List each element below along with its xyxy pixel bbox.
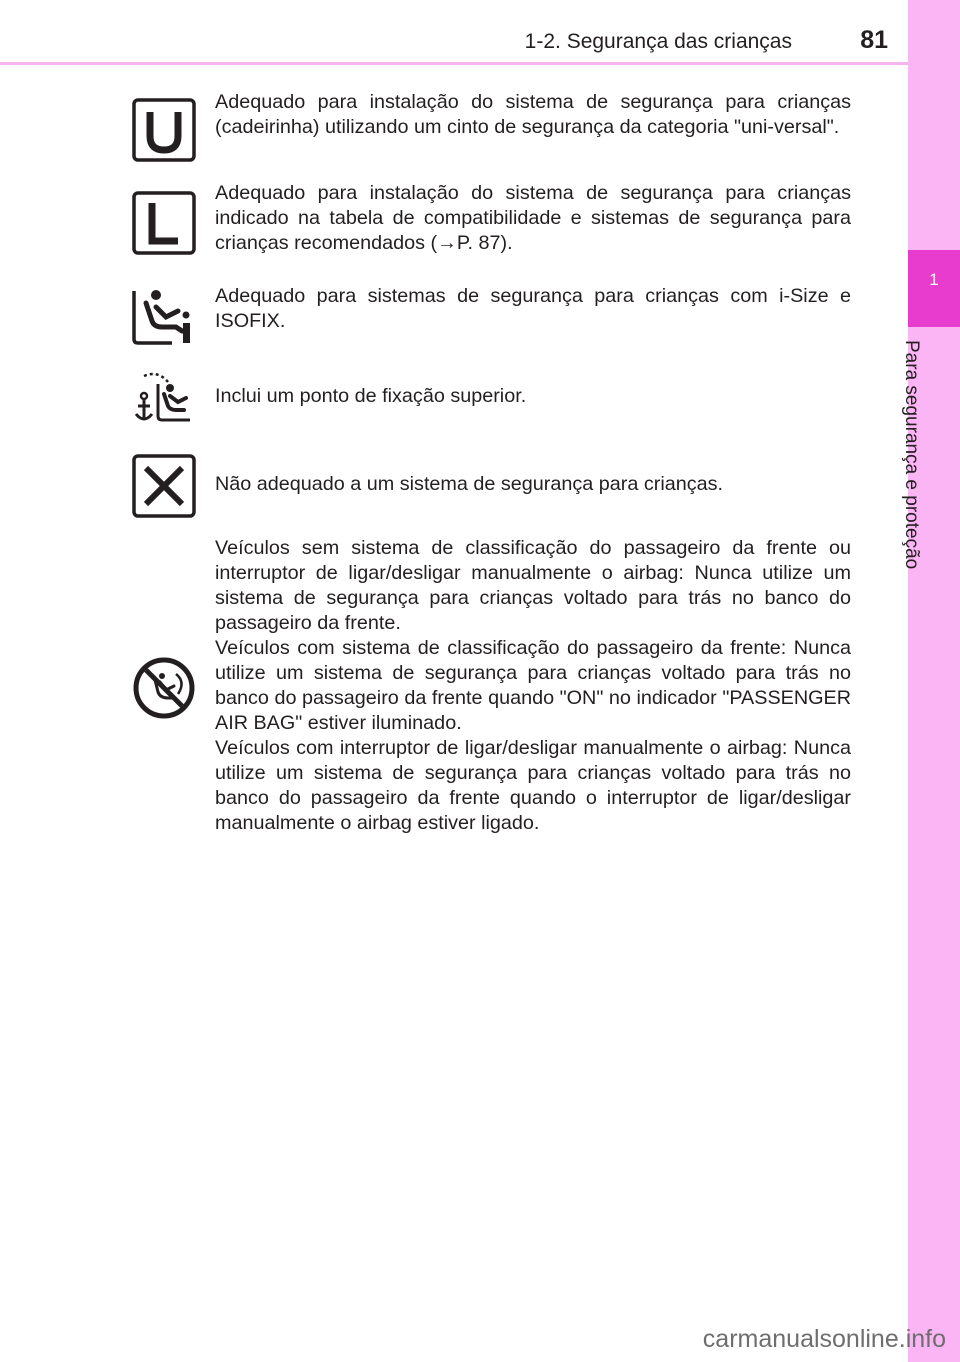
header-section-title: 1-2. Segurança das crianças xyxy=(524,30,792,53)
no-rear-facing-airbag-icon xyxy=(132,656,196,720)
limited-l-icon xyxy=(132,191,196,255)
side-tab-number: 1 xyxy=(929,270,939,289)
airbag-paragraph-3: Veículos com interruptor de ligar/desligar manualmente o airbag: Nunca utilize um sistema de segurança para crianças voltado para trás no banco do passageiro da frente quando o interruptor de ligar/desligar manualmente o airbag estiver ligado. xyxy=(215,737,851,834)
side-tab-strip xyxy=(908,0,960,1362)
legend-text-not-suitable: Não adequado a um sistema de segurança para crianças. xyxy=(215,473,724,495)
i-size-isofix-icon xyxy=(132,281,196,345)
legend-text-limited: Adequado para instalação do sistema de segurança para crianças indicado na tabela de compatibilidade e sistemas de segurança para crianças recomendados (→P. 87). xyxy=(215,182,851,254)
legend-text-top-tether: Inclui um ponto de fixação superior. xyxy=(215,385,527,407)
header-rule xyxy=(0,62,908,65)
legend-text-airbag-warning xyxy=(215,536,851,836)
airbag-paragraph-2: Veículos com sistema de classificação do passageiro da frente: Nunca utilize um sistema de segurança para crianças voltado para trás no banco do passageiro da frente quando "ON" no indicador "PASSENGER AIR BAG" estiver iluminado. xyxy=(215,637,851,734)
legend-text-universal: Adequado para instalação do sistema de segurança para crianças (cadeirinha) utilizando um cinto de segurança da categoria "uni-versal". xyxy=(215,91,851,138)
page-number: 81 xyxy=(860,26,888,54)
side-tab-number-box xyxy=(908,250,960,327)
airbag-paragraph-1: Veículos sem sistema de classificação do passageiro da frente ou interruptor de ligar/desligar manualmente o airbag: Nunca utilize um sistema de segurança para crianças voltado para trás no banco do passageiro da frente. xyxy=(215,537,851,634)
not-suitable-x-icon xyxy=(132,454,196,518)
legend-text-i-size: Adequado para sistemas de segurança para crianças com i-Size e ISOFIX. xyxy=(215,285,851,332)
top-tether-anchor-icon xyxy=(132,372,196,436)
watermark: carmanualsonline.info xyxy=(702,1325,946,1353)
side-tab-label: Para segurança e proteção xyxy=(901,340,922,570)
universal-u-icon xyxy=(132,98,196,162)
